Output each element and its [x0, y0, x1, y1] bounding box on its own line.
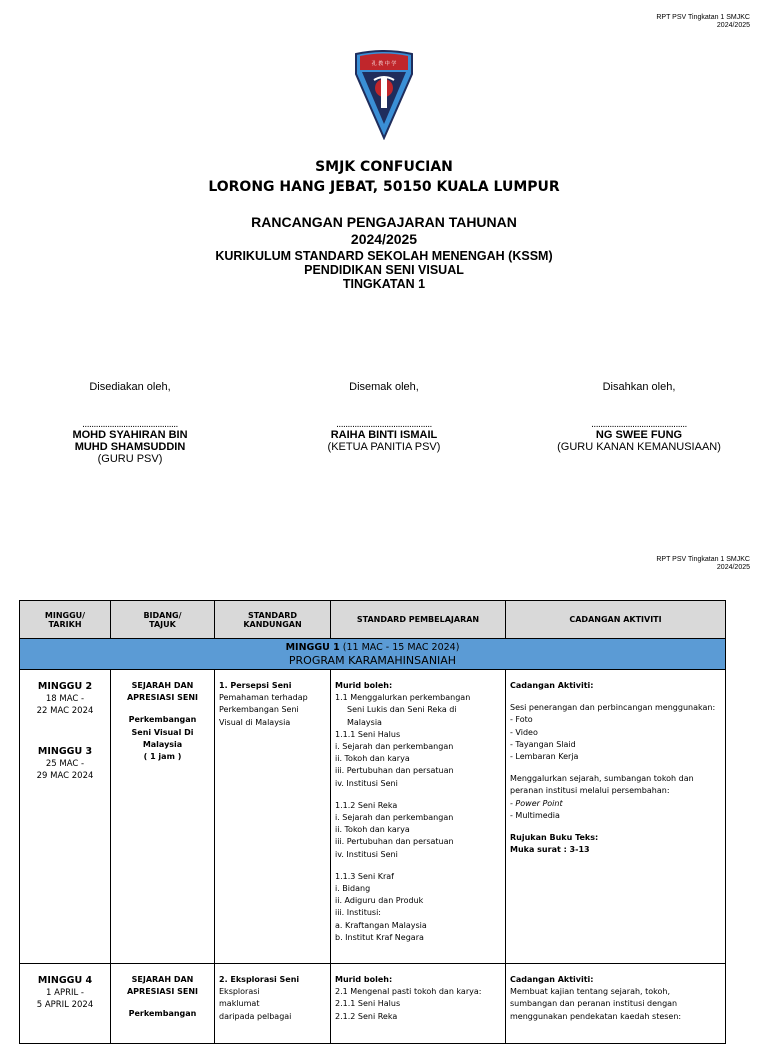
learning-text: 1.1.3 Seni Kraf: [335, 871, 394, 881]
content-text: Visual di Malaysia: [219, 717, 291, 727]
activity-text: Sesi penerangan dan perbincangan menggunakan:: [510, 703, 716, 713]
week-date: 18 MAC -: [45, 694, 85, 704]
learning-text: 2.1 Mengenal pasti tokoh dan karya:: [335, 987, 482, 997]
content-text: Eksplorasi: [219, 987, 260, 997]
activity-text: menggunakan pendekatan kaedah stesen:: [510, 1011, 682, 1021]
learning-text: iii. Institusi:: [335, 908, 382, 918]
table-header-row: [20, 601, 726, 639]
learning-text: Seni Lukis dan Seni Reka di: [347, 705, 457, 715]
header-note-line2: 2024/2025: [716, 22, 750, 29]
learning-standard-cell: [331, 670, 506, 964]
activity-text: - Foto: [510, 715, 533, 725]
learning-text: iv. Institusi Seni: [335, 778, 398, 788]
signature-line: ..........................................: [336, 419, 432, 430]
topic-text: Seni Visual Di: [131, 727, 194, 737]
signature-role: Disediakan oleh,: [89, 381, 171, 393]
activity-text: - Video: [510, 727, 538, 737]
learning-standard-cell: [331, 964, 506, 1044]
curriculum-title: KURIKULUM STANDARD SEKOLAH MENENGAH (KSSM): [215, 249, 553, 263]
signature-line: ..........................................: [82, 419, 178, 430]
week1-banner-row: [20, 639, 726, 670]
topic-text: Perkembangan: [128, 715, 197, 725]
column-header-field: BIDANG/ TAJUK: [111, 601, 215, 639]
svg-text:孔 教 中 学: 孔 教 中 学: [371, 61, 397, 67]
field-cell: [111, 964, 215, 1044]
learning-text: ii. Tokoh dan karya: [335, 825, 410, 835]
learning-text: 1.1.1 Seni Halus: [335, 729, 401, 739]
signature-line: ..........................................: [591, 419, 687, 430]
activity-text: - Tayangan Slaid: [510, 739, 576, 749]
content-title: 2. Eksplorasi Seni: [219, 975, 300, 984]
activity-text: - Multimedia: [510, 810, 560, 820]
signature-role: Disemak oleh,: [349, 381, 419, 393]
learning-text: iii. Pertubuhan dan persatuan: [335, 766, 454, 776]
activity-heading: Cadangan Aktiviti:: [510, 681, 594, 690]
activity-cell: [506, 964, 726, 1044]
week1-label: MINGGU 1: [285, 642, 340, 653]
topic-text: ( 1 jam ): [143, 752, 182, 762]
reference-heading: Rujukan Buku Teks:: [510, 833, 599, 843]
content-text: Pemahaman terhadap: [219, 693, 308, 703]
content-title: 1. Persepsi Seni: [219, 681, 292, 690]
activity-cell: [506, 670, 726, 964]
week-label: MINGGU 4: [37, 975, 93, 986]
column-header-activity: CADANGAN AKTIVITI: [506, 601, 726, 639]
reference-pages: Muka surat : 3-13: [510, 845, 590, 855]
learning-text: 2.1.2 Seni Reka: [335, 1011, 398, 1021]
week1-dates: (11 MAC - 15 MAC 2024): [339, 642, 460, 653]
signature-position: (GURU KANAN KEMANUSIAAN): [557, 441, 721, 453]
week-date: 25 MAC -: [45, 759, 85, 769]
content-standard-cell: [215, 670, 331, 964]
learning-text: ii. Tokoh dan karya: [335, 754, 410, 764]
document-header-note-page2: [656, 556, 750, 572]
learning-text: i. Sejarah dan perkembangan: [335, 813, 454, 823]
activity-text: Membuat kajian tentang sejarah, tokoh,: [510, 987, 671, 997]
content-standard-cell: [215, 964, 331, 1044]
week-date: 29 MAC 2024: [36, 771, 94, 781]
lesson-plan-table: [19, 600, 726, 1044]
week-label: MINGGU 3: [37, 746, 93, 757]
subject-title: PENDIDIKAN SENI VISUAL: [304, 263, 464, 277]
signature-name: MOHD SYAHIRAN BIN: [72, 429, 188, 441]
activity-text: - Lembaran Kerja: [510, 752, 579, 762]
school-crest-icon: [352, 48, 416, 140]
learning-text: i. Sejarah dan perkembangan: [335, 742, 454, 752]
field-text: APRESIASI SENI: [126, 987, 199, 997]
learning-text: i. Bidang: [335, 884, 371, 894]
learning-text: 2.1.1 Seni Halus: [335, 999, 401, 1009]
school-address: LORONG HANG JEBAT, 50150 KUALA LUMPUR: [208, 179, 560, 195]
content-text: Perkembangan Seni: [219, 705, 299, 715]
table-row: [20, 670, 726, 964]
form-title: TINGKATAN 1: [342, 277, 426, 291]
learning-text: 1.1.2 Seni Reka: [335, 800, 398, 810]
plan-title: RANCANGAN PENGAJARAN TAHUNAN: [251, 214, 517, 230]
content-text: maklumat: [219, 999, 260, 1009]
learning-text: Malaysia: [347, 717, 382, 727]
signature-name: NG SWEE FUNG: [595, 429, 683, 441]
field-text: SEJARAH DAN: [131, 975, 194, 984]
content-text: daripada pelbagai: [219, 1011, 292, 1021]
signature-checked: [269, 381, 499, 453]
plan-year: 2024/2025: [350, 231, 418, 247]
activity-text: Menggalurkan sejarah, sumbangan tokoh dan: [510, 774, 694, 784]
learning-text: b. Institut Kraf Negara: [335, 932, 424, 942]
column-header-learning-standard: STANDARD PEMBELAJARAN: [331, 601, 506, 639]
column-header-week: MINGGU/ TARIKH: [20, 601, 111, 639]
week1-program: PROGRAM KARAMAHINSANIAH: [288, 654, 457, 667]
week-date: 5 APRIL 2024: [36, 1000, 94, 1010]
school-name: SMJK CONFUCIAN: [315, 159, 453, 175]
signature-name: RAIHA BINTI ISMAIL: [330, 429, 438, 441]
week-date: 1 APRIL -: [46, 988, 84, 998]
signature-prepared: [15, 381, 245, 465]
field-cell: [111, 670, 215, 964]
field-text: SEJARAH DAN: [131, 681, 194, 690]
learning-text: a. Kraftangan Malaysia: [335, 920, 427, 930]
learning-text: iv. Institusi Seni: [335, 849, 398, 859]
topic-text: Perkembangan: [128, 1009, 197, 1019]
learning-heading: Murid boleh:: [335, 975, 393, 984]
signature-approved: [524, 381, 754, 453]
signature-role: Disahkan oleh,: [602, 381, 676, 393]
column-header-content-standard: STANDARD KANDUNGAN: [215, 601, 331, 639]
learning-text: iii. Pertubuhan dan persatuan: [335, 837, 454, 847]
week-label: MINGGU 2: [37, 681, 93, 692]
header-note-line1: RPT PSV Tingkatan 1 SMJKC: [656, 14, 750, 21]
week-cell: [20, 964, 111, 1044]
document-header-note: [656, 14, 750, 30]
learning-text: ii. Adiguru dan Produk: [335, 896, 424, 906]
learning-heading: Murid boleh:: [335, 681, 393, 690]
signature-position: (GURU PSV): [97, 453, 163, 465]
signature-name-cont: MUHD SHAMSUDDIN: [74, 441, 186, 453]
week-date: 22 MAC 2024: [36, 706, 94, 716]
activity-heading: Cadangan Aktiviti:: [510, 975, 594, 984]
header-note-line1: RPT PSV Tingkatan 1 SMJKC: [656, 556, 750, 563]
activity-text: peranan institusi melalui persembahan:: [510, 786, 670, 796]
header-note-line2: 2024/2025: [716, 564, 750, 571]
activity-text: sumbangan dan peranan institusi dengan: [510, 999, 678, 1009]
activity-text: - Power Point: [510, 798, 563, 808]
field-text: APRESIASI SENI: [126, 693, 199, 703]
signature-position: (KETUA PANITIA PSV): [327, 441, 441, 453]
week-cell: [20, 670, 111, 964]
topic-text: Malaysia: [142, 739, 183, 749]
table-row: [20, 964, 726, 1044]
week1-banner: [20, 639, 726, 670]
learning-text: 1.1 Menggalurkan perkembangan: [335, 693, 471, 703]
